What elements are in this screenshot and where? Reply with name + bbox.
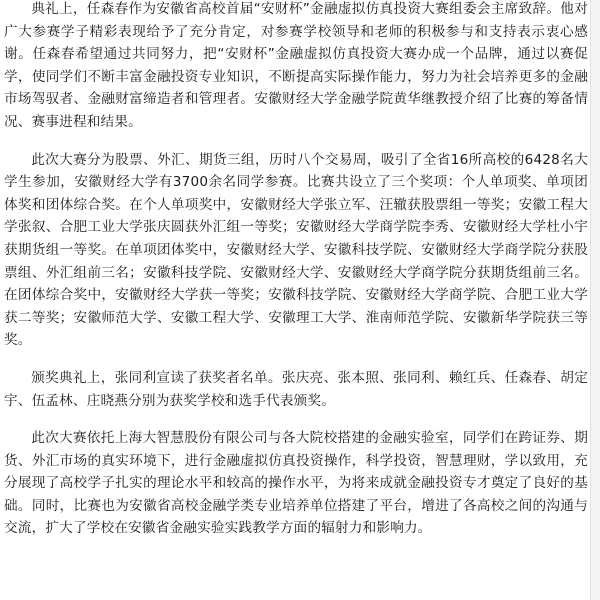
paragraph-award-presentation: 颁奖典礼上，张同利宣读了获奖者名单。张庆亮、张本照、张同利、赖红兵、任森春、胡定宇、伍孟林、庄晓燕分别为获奖学校和选手代表颁奖。: [4, 369, 588, 409]
paragraph-competition-results: 此次大赛分为股票、外汇、期货三组，历时八个交易周，吸引了全省16所高校的6428名大学生参加，安徽财经大学有3700余名同学参赛。比赛共设立了三个奖项：个人单项奖、单项团体奖和团体综合奖。在个人单项奖中，安徽财经大学张立军、汪辙获股票组一等奖；安徽工程大学张叙、合肥工业大学张庆圆获外汇组一等奖；安徽财经大学商学院李秀、安徽财经大学杜小宇获期货组一等奖。在单项团体奖中，安徽财经大学、安徽科技学院、安徽财经大学商学院分获股票组、外汇组前三名；安徽科技学院、安徽财经大学、安徽财经大学商学院分获期货组前三名。在团体综合奖中，安徽财经大学获一等奖；安徽科技学院、安徽财经大学商学院、合肥工业大学获二等奖；安徽师范大学、安徽工程大学、安徽理工大学、淮南师范学院、安徽新华学院获三等奖。: [4, 151, 588, 349]
paragraph-award-speech: 典礼上，任森春作为安徽省高校首届“安财杯”金融虚拟仿真投资大赛组委会主席致辞。他对广大参赛学子精彩表现给予了充分肯定，对参赛学校领导和老师的积极参与和支持表示衷心感谢。任森春希望通过共同努力，把“安财杯”金融虚拟仿真投资大赛办成一个品牌，通过以赛促学，使同学们不断丰富金融投资专业知识，不断提高实际操作能力，努力为社会培养更多的金融市场驾驭者、金融财富缔造者和管理者。安徽财经大学金融学院黄华继教授介绍了比赛的筹备情况、赛事进程和结果。: [4, 1, 588, 130]
paragraph-competition-significance: 此次大赛依托上海大智慧股份有限公司与各大院校搭建的金融实验室，同学们在跨证券、期货、外汇市场的真实环境下，进行金融虚拟仿真投资操作，科学投资，智慧理财，学以致用，充分展现了高校学子扎实的理论水平和较高的操作水平，为将来成就金融投资专才奠定了良好的基础。同时，比赛也为安徽省高校金融学类专业培养单位搭建了平台，增进了各高校之间的沟通与交流，扩大了学校在安徽省金融实验实践教学方面的辐射力和影响力。: [4, 430, 588, 537]
news-article-body: [4, 0, 588, 600]
vertical-scrollbar[interactable]: [590, 0, 600, 600]
